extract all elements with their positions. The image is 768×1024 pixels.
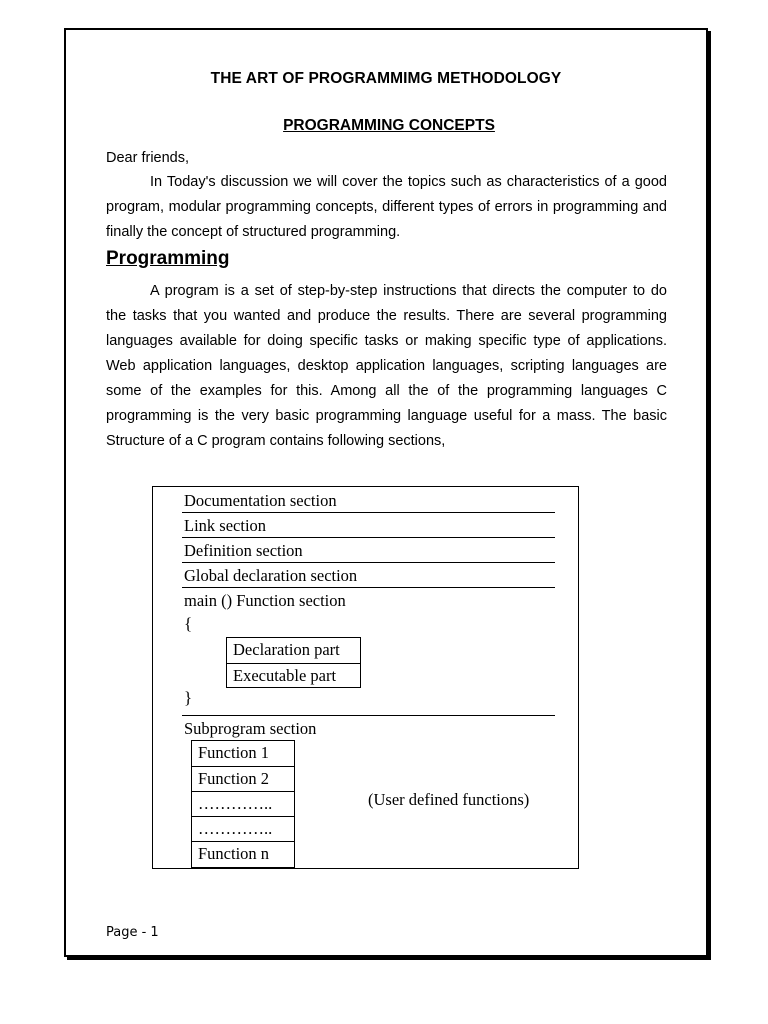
main-part-executable: Executable part <box>227 663 360 688</box>
diagram-section-label: main () Function section <box>184 591 346 610</box>
diagram-row-global-declaration <box>182 563 555 588</box>
function-item: ………….. <box>192 791 294 816</box>
main-parts-box <box>226 637 361 688</box>
greeting: Dear friends, <box>106 150 190 166</box>
body-paragraph: A program is a set of step-by-step instructions that directs the computer to do the tasks that you wanted and produce the results. There are several programming languages available for doing specific tasks or making specific type of applications. Web application languages, desktop application languages, scripting languages are some of the examples for this. Among all the of the programming languages C programming is the very basic programming language useful for a mass. The basic Structure of a C program contains following sections, <box>106 283 667 449</box>
function-item: Function 1 <box>198 743 270 762</box>
diagram-row-main <box>182 588 555 613</box>
function-item: ………….. <box>192 816 294 841</box>
c-program-structure-diagram <box>152 486 579 869</box>
intro-paragraph: In Today's discussion we will cover the topics such as characteristics of a good program, modular programming concepts, different types of errors in programming and finally the concept of structured programming. <box>106 174 667 240</box>
diagram-row-subprogram <box>182 716 555 741</box>
diagram-section-label: Documentation section <box>184 491 337 510</box>
diagram-section-label: Definition section <box>184 541 303 560</box>
diagram-row-definition <box>182 538 555 563</box>
close-brace: } <box>184 688 193 707</box>
function-item: Function 2 <box>192 766 294 791</box>
function-item: Function n <box>192 841 294 866</box>
page-number: Page - 1 <box>106 925 159 940</box>
user-defined-functions-note: (User defined functions) <box>368 790 530 809</box>
diagram-row-link <box>182 513 555 538</box>
diagram-section-label: Subprogram section <box>184 719 317 738</box>
diagram-section-label: Global declaration section <box>184 566 358 585</box>
document-subtitle: PROGRAMMING CONCEPTS <box>283 117 495 134</box>
section-heading: Programming <box>106 248 230 269</box>
diagram-row-documentation <box>182 488 555 513</box>
main-part-declaration: Declaration part <box>233 640 340 659</box>
document-title: THE ART OF PROGRAMMIMG METHODOLOGY <box>210 70 562 87</box>
functions-box <box>191 740 295 868</box>
open-brace: { <box>184 614 193 633</box>
diagram-section-label: Link section <box>184 516 267 535</box>
